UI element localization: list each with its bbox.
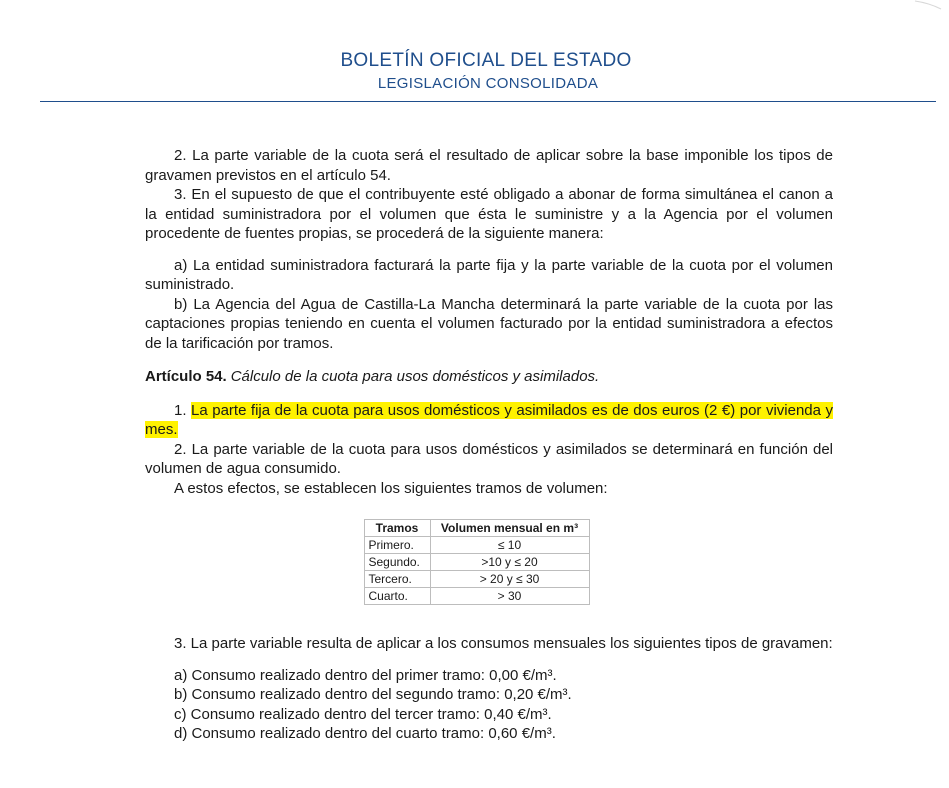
list-item: d) Consumo realizado dentro del cuarto tramo: 0,60 €/m³. [174, 725, 556, 742]
article-heading [145, 367, 833, 387]
highlighted-text: La parte fija de la cuota para usos domésticos y asimilados es de dos euros (2 €) por vivienda y mes. [145, 401, 833, 438]
list-item: c) Consumo realizado dentro del tercer tramo: 0,40 €/m³. [174, 705, 552, 723]
paragraph-2: 2. La parte variable de la cuota será el resultado de aplicar sobre la base imponible los tipos de gravamen previstos en el artículo 54. [145, 147, 833, 184]
table-cell-volumen: >10 y ≤ 20 [430, 554, 589, 571]
header-title: BOLETÍN OFICIAL DEL ESTADO [340, 50, 632, 71]
page-curl-decoration [913, 0, 943, 10]
table-header-row [364, 520, 589, 537]
paragraph-3b: b) La Agencia del Agua de Castilla-La Mancha determinará la parte variable de la cuota por las captaciones propias teniendo en cuenta el volumen facturado por la entidad suministradora a efectos de la tarificación por tramos. [145, 295, 833, 352]
table-cell-tramo: Segundo. [364, 554, 430, 571]
paragraph-3: 3. En el supuesto de que el contribuyente esté obligado a abonar de forma simultánea el canon a la entidad suministradora por el volumen que ésta le suministre y a la Agencia por el volumen procedente de fuentes propias, se procederá de la siguiente manera: [145, 186, 833, 242]
table-cell-volumen: > 20 y ≤ 30 [430, 571, 589, 588]
article-number: Artículo 54. [145, 368, 227, 385]
table-row [364, 554, 589, 571]
table-row [364, 588, 589, 605]
table-header-tramos: Tramos [364, 520, 430, 537]
document-header [40, 50, 936, 92]
table-cell-tramo: Tercero. [364, 571, 430, 588]
table-cell-tramo: Cuarto. [364, 588, 430, 605]
table-cell-tramo: Primero. [364, 537, 430, 554]
article-paragraph-2: 2. La parte variable de la cuota para usos domésticos y asimilados se determinará en función del volumen de agua consumido. [145, 440, 833, 477]
list-item: b) Consumo realizado dentro del segundo tramo: 0,20 €/m³. [174, 686, 572, 703]
table-row [364, 571, 589, 588]
article-paragraph-1-number: 1. [174, 401, 192, 419]
document-body [145, 146, 833, 744]
header-subtitle: LEGISLACIÓN CONSOLIDADA [377, 75, 599, 92]
header-divider [40, 101, 936, 102]
volume-tiers-table [364, 519, 590, 605]
table-row [364, 537, 589, 554]
paragraph-3a: a) La entidad suministradora facturará la parte fija y la parte variable de la cuota por el volumen suministrado. [145, 256, 833, 293]
article-paragraph-1 [145, 401, 833, 440]
table-cell-volumen: > 30 [430, 588, 589, 605]
article-title: Cálculo de la cuota para usos domésticos y asimilados. [230, 368, 600, 385]
article-paragraph-2-continuation: A estos efectos, se establecen los siguientes tramos de volumen: [174, 479, 608, 497]
list-item: a) Consumo realizado dentro del primer tramo: 0,00 €/m³. [174, 666, 557, 684]
article-paragraph-3: 3. La parte variable resulta de aplicar a los consumos mensuales los siguientes tipos de gravamen: [174, 635, 833, 652]
table-header-volumen: Volumen mensual en m³ [430, 520, 589, 537]
table-cell-volumen: ≤ 10 [430, 537, 589, 554]
